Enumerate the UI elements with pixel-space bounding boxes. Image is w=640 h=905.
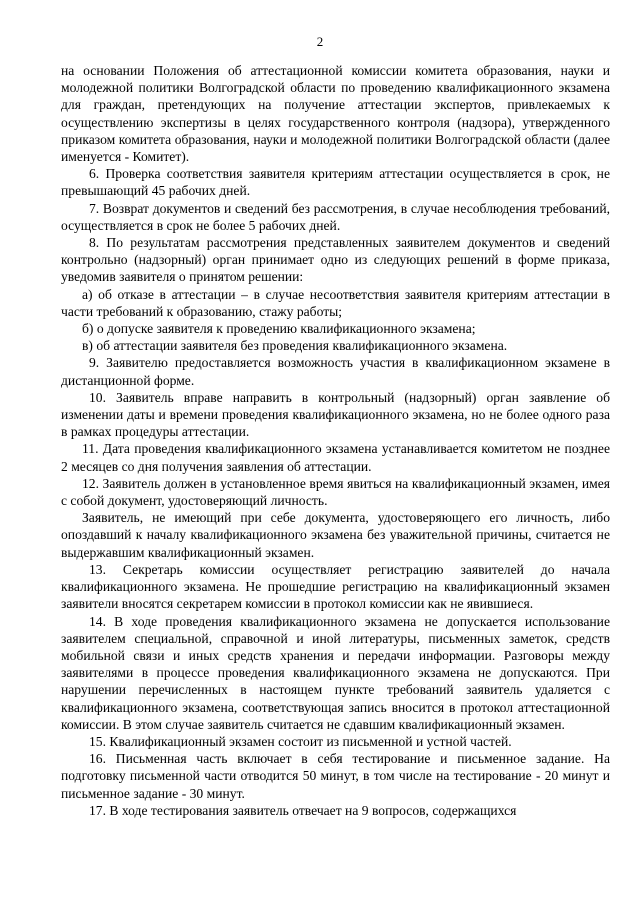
page-number: 2 — [316, 34, 324, 49]
paragraph-6: 6. Проверка соответствия заявителя критериям аттестации осуществляется в срок, не превышающий 45 рабочих дней. — [61, 166, 610, 199]
paragraph-9: 9. Заявителю предоставляется возможность участия в квалификационном экзамене в дистанционной форме. — [61, 355, 610, 388]
paragraph-12: 12. Заявитель должен в установленное время явиться на квалификационный экзамен, имея с собой документ, удостоверяющий личность. — [61, 475, 610, 509]
paragraph-intro: на основании Положения об аттестационной комиссии комитета образования, науки и молодежной политики Волгоградской области по проведению квалификационного экзамена для граждан, претендующих на получение аттестации экспертов, привлекаемых к осуществлению экспертизы в целях государственного контроля (надзора), утвержденного приказом комитета образования, науки и молодежной политики Волгоградской области (далее именуется - Комитет). — [61, 63, 610, 165]
paragraph-7: 7. Возврат документов и сведений без рассмотрения, в случае несоблюдения требований, осуществляется в срок не более 5 рабочих дней. — [61, 200, 610, 233]
paragraph-8-b: б) о допуске заявителя к проведению квалификационного экзамена; — [82, 321, 476, 337]
paragraph-17: 17. В ходе тестирования заявитель отвечает на 9 вопросов, содержащихся — [89, 802, 517, 818]
paragraph-8-a: а) об отказе в аттестации – в случае несоответствия заявителя критериям аттестации в части требований к образованию, стажу работы; — [61, 286, 610, 319]
paragraph-8-v: в) об аттестации заявителя без проведения квалификационного экзамена. — [82, 338, 508, 354]
paragraph-14: 14. В ходе проведения квалификационного экзамена не допускается использование заявителем специальной, справочной и иной литературы, письменных заметок, средств мобильной связи и иных средств хранения и передачи информации. Разговоры между заявителями в процессе проведения квалификационного экзамена не допускаются. При нарушении перечисленных в настоящем пункте требований заявитель удаляется с квалификационного экзамена, соответствующая запись вносится в протокол аттестационной комиссии. В этом случае заявитель считается не сдавшим квалификационный экзамен. — [61, 613, 610, 732]
paragraph-13: 13. Секретарь комиссии осуществляет регистрацию заявителей до начала квалификационного экзамена. Не прошедшие регистрацию на квалификационный экзамен заявители вносятся секретарем комиссии в протокол комиссии как не явившиеся. — [61, 561, 610, 612]
paragraph-10: 10. Заявитель вправе направить в контрольный (надзорный) орган заявление об изменении даты и времени проведения квалификационного экзамена, но не более одного раза в рамках процедуры аттестации. — [61, 389, 610, 440]
document-body — [61, 62, 610, 819]
paragraph-12-note: Заявитель, не имеющий при себе документа, удостоверяющего его личность, либо опоздавший к началу квалификационного экзамена без уважительной причины, считается не выдержавшим квалификационный экзамен. — [61, 510, 610, 560]
paragraph-11: 11. Дата проведения квалификационного экзамена устанавливается комитетом не позднее 2 месяцев со дня получения заявления об аттестации. — [61, 441, 610, 474]
paragraph-16: 16. Письменная часть включает в себя тестирование и письменное задание. На подготовку письменной части отводится 50 минут, в том числе на тестирование - 20 минут и письменное задание - 30 минут. — [61, 751, 610, 801]
paragraph-15: 15. Квалификационный экзамен состоит из письменной и устной частей. — [89, 733, 512, 749]
paragraph-8: 8. По результатам рассмотрения представленных заявителем документов и сведений контрольно (надзорный) орган принимает одно из следующих решений в форме приказа, уведомив заявителя о принятом решении: — [61, 235, 610, 285]
